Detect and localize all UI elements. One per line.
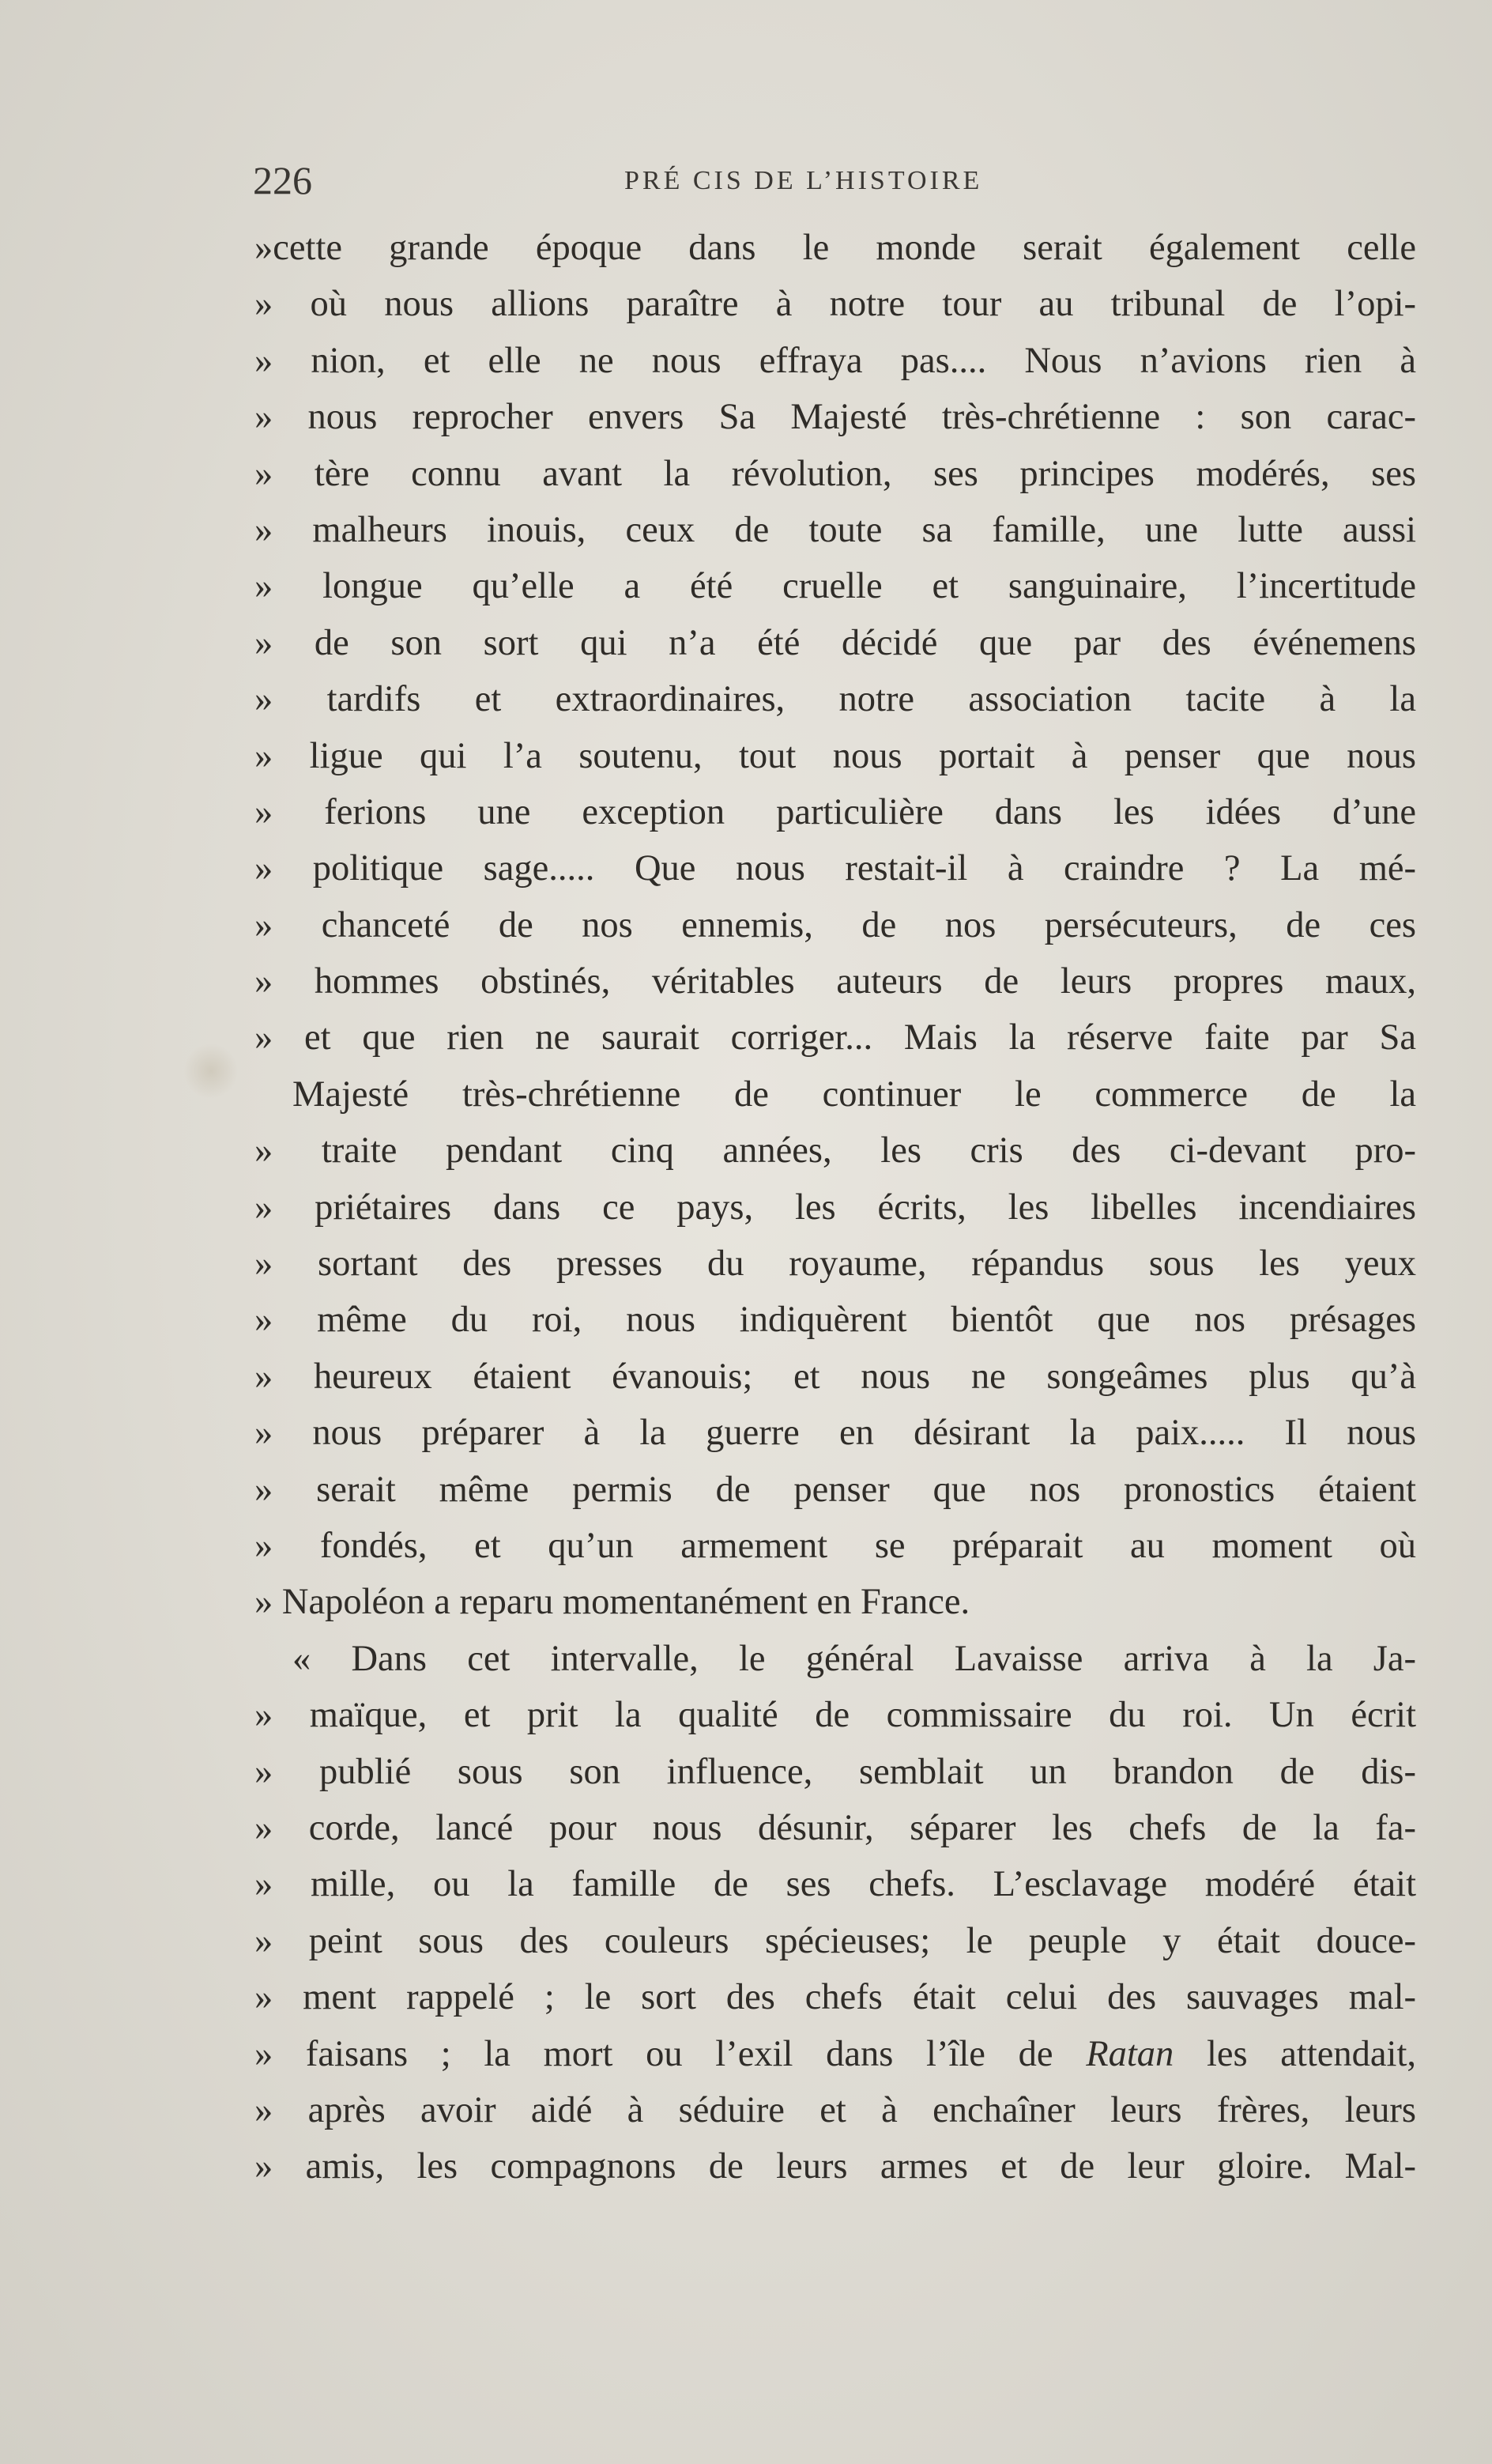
text-line: » amis, les compagnons de leurs armes et de leur gloire. Mal-: [254, 2146, 1416, 2187]
text-line: » nous reprocher envers Sa Majesté très-chrétienne : son carac-: [254, 397, 1416, 438]
page-number: 226: [253, 158, 312, 202]
text-line: » chanceté de nos ennemis, de nos persécuteurs, de ces: [254, 904, 1416, 945]
text-line: » corde, lancé pour nous désunir, séparer les chefs de la fa-: [254, 1807, 1416, 1848]
body-text: [254, 220, 1416, 2195]
text-line: » sortant des presses du royaume, répandus sous les yeux: [254, 1243, 1416, 1285]
text-line: » ferions une exception particulière dans les idées d’une: [254, 791, 1416, 832]
text-line: » ligue qui l’a soutenu, tout nous portait à penser que nous: [254, 735, 1416, 776]
text-line: » maïque, et prit la qualité de commissaire du roi. Un écrit: [254, 1695, 1416, 1736]
paper-stain: [183, 1043, 239, 1099]
running-header: [253, 157, 1422, 204]
text-line: » et que rien ne saurait corriger... Mais la réserve faite par Sa: [254, 1017, 1416, 1058]
text-line: » heureux étaient évanouis; et nous ne songeâmes plus qu’à: [254, 1356, 1416, 1397]
text-line: » hommes obstinés, véritables auteurs de leurs propres maux,: [254, 961, 1416, 1002]
text-line: » serait même permis de penser que nos pronostics étaient: [254, 1469, 1416, 1510]
text-line: » nous préparer à la guerre en désirant la paix..... Il nous: [254, 1413, 1416, 1454]
text-line: » Napoléon a reparu momentanément en France.: [254, 1582, 970, 1623]
text-line: » traite pendant cinq années, les cris des ci-devant pro-: [254, 1130, 1416, 1172]
text-segment: les attendait,: [1174, 2033, 1416, 2074]
text-line: » tère connu avant la révolution, ses principes modérés, ses: [254, 453, 1416, 494]
text-line: » tardifs et extraordinaires, notre association tacite à la: [254, 679, 1416, 720]
text-line: » ment rappelé ; le sort des chefs était celui des sauvages mal-: [254, 1977, 1416, 2018]
text-line: [254, 2026, 1416, 2082]
text-line: » peint sous des couleurs spécieuses; le peuple y était douce-: [254, 1920, 1416, 1961]
text-line: » où nous allions paraître à notre tour au tribunal de l’opi-: [254, 284, 1416, 325]
text-segment: » faisans ; la mort ou l’exil dans l’île de: [254, 2033, 1087, 2074]
text-line: Majesté très-chrétienne de continuer le commerce de la: [292, 1074, 1416, 1115]
italic-place-name: Ratan: [1086, 2033, 1174, 2074]
running-title: PRÉ CIS DE L’HISTOIRE: [624, 166, 983, 195]
text-line: »cette grande époque dans le monde serait également celle: [254, 228, 1416, 268]
text-line: » fondés, et qu’un armement se préparait au moment où: [254, 1525, 1416, 1566]
text-line: » nion, et elle ne nous effraya pas.... Nous n’avions rien à: [254, 340, 1416, 381]
text-line: » politique sage..... Que nous restait-il à craindre ? La mé-: [254, 848, 1416, 889]
text-line: » malheurs inouis, ceux de toute sa famille, une lutte aussi: [254, 509, 1416, 550]
text-line: » mille, ou la famille de ses chefs. L’esclavage modéré était: [254, 1864, 1416, 1905]
text-line: » de son sort qui n’a été décidé que par des événemens: [254, 622, 1416, 663]
text-line: « Dans cet intervalle, le général Lavaisse arriva à la Ja-: [292, 1638, 1416, 1679]
text-line: » longue qu’elle a été cruelle et sanguinaire, l’incertitude: [254, 566, 1416, 607]
text-line: » publié sous son influence, semblait un brandon de dis-: [254, 1751, 1416, 1792]
text-line: » même du roi, nous indiquèrent bientôt que nos présages: [254, 1300, 1416, 1341]
text-line: » priétaires dans ce pays, les écrits, les libelles incendiaires: [254, 1187, 1416, 1228]
text-line: » après avoir aidé à séduire et à enchaîner leurs frères, leurs: [254, 2089, 1416, 2130]
